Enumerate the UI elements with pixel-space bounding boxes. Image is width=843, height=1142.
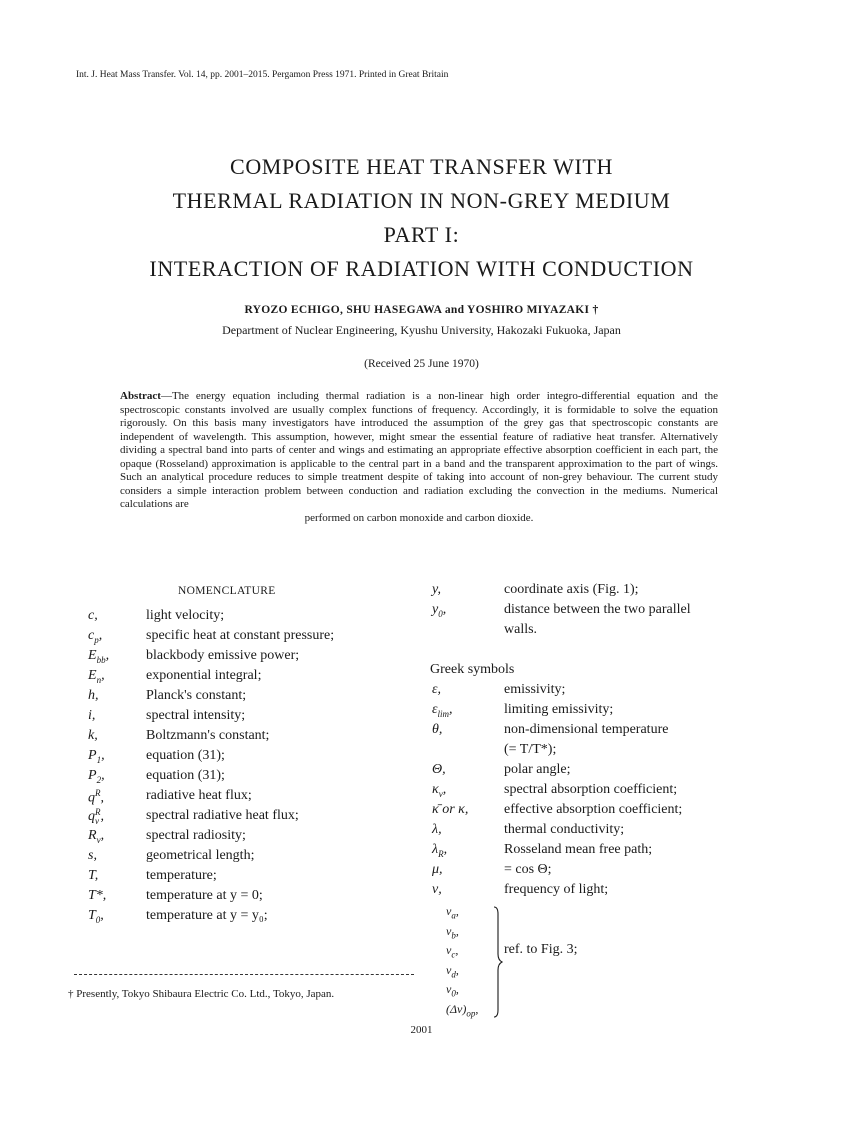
nomenclature-symbol: $\kappa_\nu$, [432, 782, 447, 799]
nomenclature-left-column [88, 608, 418, 938]
nomenclature-symbol: $q^R$, [88, 788, 104, 806]
nomenclature-symbol: κ̄ or κ, [432, 802, 469, 817]
nomenclature-definition: specific heat at constant pressure; [146, 628, 335, 643]
footnote: † Presently, Tokyo Shibaura Electric Co. Ltd., Tokyo, Japan. [68, 988, 335, 1000]
nomenclature-symbol: $c_p$, [88, 628, 103, 645]
affiliation: Department of Nuclear Engineering, Kyushu University, Hakozaki Fukuoka, Japan [222, 323, 621, 337]
nomenclature-symbol: $T_0$, [88, 908, 104, 925]
nomenclature-definition: geometrical length; [146, 848, 255, 863]
nomenclature-definition: polar angle; [504, 762, 571, 777]
nomenclature-definition: temperature at y = y₀; [146, 908, 268, 923]
nomenclature-definition: spectral radiosity; [146, 828, 246, 843]
nomenclature-symbol: q R ν , [88, 807, 104, 826]
nomenclature-definition: Planck's constant; [146, 688, 247, 703]
nomenclature-symbol: μ, [432, 862, 443, 877]
nomenclature-symbol: $\varepsilon_{lim}$, [432, 702, 453, 719]
nomenclature-definition: blackbody emissive power; [146, 648, 300, 663]
nomenclature-symbol: s, [88, 848, 97, 863]
greek-symbols-heading: Greek symbols [430, 662, 515, 677]
nomenclature-symbol: $P_2$, [88, 768, 105, 785]
nomenclature-symbol: Θ, [432, 762, 446, 777]
nomenclature-symbol: c, [88, 608, 98, 623]
authors: RYOZO ECHIGO, SHU HASEGAWA and YOSHIRO MIYAZAKI † [244, 304, 599, 316]
title-line: PART I: [383, 222, 460, 247]
nomenclature-definition: frequency of light; [504, 882, 609, 897]
nomenclature-definition: exponential integral; [146, 668, 262, 683]
nomenclature-symbol: h, [88, 688, 99, 703]
curly-brace-icon [493, 906, 503, 1018]
nomenclature-definition: distance between the two parallel [504, 602, 691, 617]
nomenclature-definition: Boltzmann's constant; [146, 728, 270, 743]
frequency-symbols-column [446, 904, 496, 1024]
nomenclature-symbol: $E_n$, [88, 668, 105, 685]
nomenclature-definition: temperature; [146, 868, 217, 883]
nomenclature-definition: non-dimensional temperature [504, 722, 669, 737]
brace-reference: ref. to Fig. 3; [504, 942, 578, 957]
nomenclature-symbol: $y_0$, [432, 602, 447, 619]
paper-title [0, 150, 843, 286]
nomenclature-definition: coordinate axis (Fig. 1); [504, 582, 639, 597]
nomenclature-definition: Rosseland mean free path; [504, 842, 653, 857]
nomenclature-symbol: ε, [432, 682, 442, 697]
footnote-rule [74, 974, 414, 975]
nomenclature-symbol: $P_1$, [88, 748, 105, 765]
nomenclature-symbol: T*, [88, 888, 107, 903]
nomenclature-definition: radiative heat flux; [146, 788, 252, 803]
nomenclature-heading: NOMENCLATURE [178, 585, 276, 597]
nomenclature-definition: emissivity; [504, 682, 566, 697]
title-line: COMPOSITE HEAT TRANSFER WITH [230, 154, 613, 179]
nomenclature-symbol: θ, [432, 722, 443, 737]
nomenclature-definition: limiting emissivity; [504, 702, 614, 717]
nomenclature-symbol: $E_{bb}$, [88, 648, 110, 665]
nomenclature-definition: spectral intensity; [146, 708, 246, 723]
abstract-last-line: performed on carbon monoxide and carbon dioxide. [304, 511, 534, 524]
journal-citation: Int. J. Heat Mass Transfer. Vol. 14, pp. 2001–2015. Pergamon Press 1971. Printed in Great Britain [76, 70, 449, 80]
nomenclature-symbol: $\nu_d$, [446, 962, 459, 979]
nomenclature-symbol: $\nu_a$, [446, 904, 459, 921]
nomenclature-definition: light velocity; [146, 608, 225, 623]
nomenclature-symbol: $\nu_b$, [446, 923, 459, 940]
title-line: INTERACTION OF RADIATION WITH CONDUCTION [149, 256, 694, 281]
nomenclature-definition: (= T/T*); [504, 742, 557, 757]
page-number: 2001 [410, 1024, 433, 1036]
nomenclature-symbol: $\lambda_R$, [432, 842, 448, 859]
nomenclature-definition: spectral radiative heat flux; [146, 808, 299, 823]
nomenclature-symbol: $R_\nu$, [88, 828, 105, 845]
abstract-body: —The energy equation including thermal radiation is a non-linear high order integro-differential equation and the spectroscopic constants involved are usually complex functions of frequency. Accordingly, it is formidable to solve the equation rigorously. On this basis many investigators have introduced the assumption of the grey gas that spectroscopic constants are independent of wavelength. This assumption, however, might smear the essential feature of radiative heat transfer. Alternatively dividing a spectral band into parts of center and wings and estimating an appropriate effective absorption coefficient in each part, the opaque (Rosseland) approximation is applicable to the central part in a band and the transparent approximation to the part of wings. Such an analytical procedure reduces to simple treatment despite of taking into account of non-grey behaviour. The current study considers a simple interaction problem between conduction and radiation excluding the convection in the mediums. Numerical calculations are [120, 390, 718, 510]
nomenclature-definition: spectral absorption coefficient; [504, 782, 678, 797]
nomenclature-symbol: $\nu_0$, [446, 982, 459, 999]
abstract [120, 390, 718, 525]
abstract-lead: Abstract [120, 390, 161, 402]
greek-symbols-column [432, 682, 792, 902]
nomenclature-symbol: $\nu_c$, [446, 943, 459, 960]
nomenclature-definition: equation (31); [146, 768, 225, 783]
walls-continuation: walls. [504, 622, 538, 637]
nomenclature-symbol: $(\Delta\nu)_{op}$, [446, 1001, 479, 1018]
nomenclature-symbol: λ, [432, 822, 442, 837]
received-text: (Received 25 June 1970) [364, 358, 479, 370]
title-line: THERMAL RADIATION IN NON-GREY MEDIUM [172, 188, 671, 213]
nomenclature-symbol: y, [432, 582, 441, 597]
nomenclature-definition: equation (31); [146, 748, 225, 763]
nomenclature-symbol: i, [88, 708, 96, 723]
nomenclature-definition: temperature at y = 0; [146, 888, 263, 903]
received-date [0, 358, 843, 370]
nomenclature-symbol: ν, [432, 882, 442, 897]
nomenclature-right-column [432, 582, 792, 622]
nomenclature-symbol: k, [88, 728, 98, 743]
nomenclature-symbol: T, [88, 868, 99, 883]
nomenclature-definition: thermal conductivity; [504, 822, 625, 837]
nomenclature-definition: effective absorption coefficient; [504, 802, 683, 817]
nomenclature-definition: = cos Θ; [504, 862, 552, 877]
